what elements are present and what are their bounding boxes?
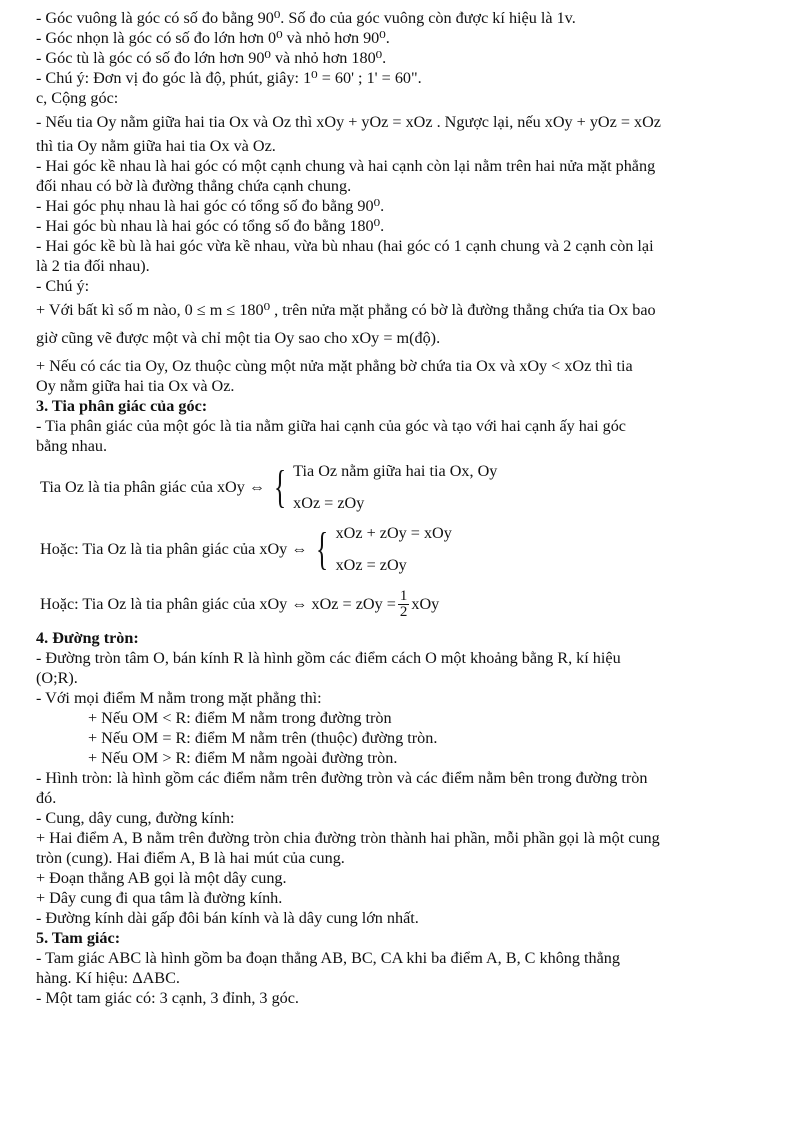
linear-pair-definition: - Hai góc kề bù là hai góc vừa kề nhau, vừa bù nhau (hai góc có 1 cạnh chung và 2 cạnh còn lại: [36, 237, 654, 255]
bisector-formula-1: [40, 460, 764, 514]
circle-heading: 4. Đường tròn:: [36, 629, 139, 647]
triangle-definition-cont: hàng. Kí hiệu: ΔABC.: [36, 969, 180, 987]
note-1-cont: giờ cũng vẽ được một và chỉ một tia Oy sao cho xOy = m(độ).: [36, 329, 441, 347]
arc-definition: + Hai điểm A, B nằm trên đường tròn chia đường tròn thành hai phần, mỗi phần gọi là một cung: [36, 829, 660, 847]
angle-addition-heading: c, Cộng góc:: [36, 89, 119, 107]
obtuse-angle-definition: - Góc tù là góc có số đo lớn hơn 90⁰ và nhỏ hơn 180⁰.: [36, 49, 387, 67]
note-label: - Chú ý:: [36, 277, 90, 295]
arc-definition-cont: tròn (cung). Hai điểm A, B là hai mút của cung.: [36, 849, 345, 867]
bisector-formula-2: [40, 522, 764, 576]
complementary-angles-definition: - Hai góc phụ nhau là hai góc có tổng số đo bằng 90⁰.: [36, 197, 385, 215]
fraction-numerator: 1: [399, 587, 408, 604]
point-on: + Nếu OM = R: điểm M nằm trên (thuộc) đường tròn.: [88, 729, 438, 747]
bisector-heading: 3. Tia phân giác của góc:: [36, 397, 208, 415]
note-1: + Với bất kì số m nào, 0 ≤ m ≤ 180⁰ , trên nửa mặt phẳng có bờ là đường thẳng chứa tia Ox bao: [36, 301, 656, 319]
bisector-definition-cont: bằng nhau.: [36, 437, 108, 455]
triangle-definition: - Tam giác ABC là hình gồm ba đoạn thẳng AB, BC, CA khi ba điểm A, B, C không thẳng: [36, 949, 620, 967]
left-brace: {: [274, 461, 287, 512]
angle-units-note: - Chú ý: Đơn vị đo góc là độ, phút, giây: 1⁰ = 60' ; 1' = 60".: [36, 69, 422, 87]
formula-1-line-1: Tia Oz nằm giữa hai tia Ox, Oy: [293, 462, 498, 480]
linear-pair-definition-cont: là 2 tia đối nhau).: [36, 257, 150, 275]
diameter-note: - Đường kính dài gấp đôi bán kính và là dây cung lớn nhất.: [36, 909, 419, 927]
bisector-definition: - Tia phân giác của một góc là tia nằm giữa hai cạnh của góc và tạo với hai cạnh ấy hai góc: [36, 417, 626, 435]
note-2-cont: Oy nằm giữa hai tia Ox và Oz.: [36, 377, 235, 395]
fraction-denominator: 2: [399, 603, 408, 620]
formula-2-line-1: xOz + zOy = xOy: [335, 524, 452, 542]
point-inside: + Nếu OM < R: điểm M nằm trong đường tròn: [88, 709, 392, 727]
formula-2-line-2: xOz = zOy: [335, 556, 407, 574]
note-2: + Nếu có các tia Oy, Oz thuộc cùng một nửa mặt phẳng bờ chứa tia Ox và xOy < xOz thì tia: [36, 357, 633, 375]
disk-definition-cont: đó.: [36, 789, 57, 807]
angle-addition-rule-cont: thì tia Oy nằm giữa hai tia Ox và Oz.: [36, 137, 276, 155]
adjacent-angles-definition: - Hai góc kề nhau là hai góc có một cạnh chung và hai cạnh còn lại nằm trên hai nửa mặt phẳng: [36, 157, 656, 175]
formula-3-right: xOy: [411, 595, 440, 613]
diameter-definition: + Dây cung đi qua tâm là đường kính.: [36, 889, 283, 907]
chord-definition: + Đoạn thẳng AB gọi là một dây cung.: [36, 869, 287, 887]
document-page: [36, 8, 764, 1008]
point-outside: + Nếu OM > R: điểm M nằm ngoài đường tròn.: [88, 749, 398, 767]
bisector-formula-3: [40, 584, 764, 624]
triangle-heading: 5. Tam giác:: [36, 929, 121, 947]
points-intro: - Với mọi điểm M nằm trong mặt phẳng thì:: [36, 689, 322, 707]
triangle-properties: - Một tam giác có: 3 cạnh, 3 đỉnh, 3 góc.: [36, 989, 299, 1007]
acute-angle-definition: - Góc nhọn là góc có số đo lớn hơn 0⁰ và nhỏ hơn 90⁰.: [36, 29, 390, 47]
supplementary-angles-definition: - Hai góc bù nhau là hai góc có tổng số đo bằng 180⁰.: [36, 217, 385, 235]
formula-2-left: Hoặc: Tia Oz là tia phân giác của xOy ⇔: [40, 540, 308, 558]
formula-2-system: [336, 522, 452, 576]
disk-definition: - Hình tròn: là hình gồm các điểm nằm trên đường tròn và các điểm nằm bên trong đường tròn: [36, 769, 648, 787]
arc-intro: - Cung, dây cung, đường kính:: [36, 809, 235, 827]
formula-1-line-2: xOz = zOy: [293, 494, 365, 512]
circle-definition: - Đường tròn tâm O, bán kính R là hình gồm các điểm cách O một khoảng bằng R, kí hiệu: [36, 649, 621, 667]
formula-3-left: Hoặc: Tia Oz là tia phân giác của xOy ⇔ xOz = zOy =: [40, 595, 396, 613]
angle-addition-rule: - Nếu tia Oy nằm giữa hai tia Ox và Oz thì xOy + yOz = xOz . Ngược lại, nếu xOy + yOz = xOz: [36, 113, 661, 131]
left-brace: {: [316, 523, 329, 574]
right-angle-definition: - Góc vuông là góc có số đo bằng 90⁰. Số đo của góc vuông còn được kí hiệu là 1v.: [36, 9, 576, 27]
formula-1-left: Tia Oz là tia phân giác của xOy ⇔: [40, 478, 266, 496]
circle-definition-cont: (O;R).: [36, 669, 78, 687]
adjacent-angles-definition-cont: đối nhau có bờ là đường thẳng chứa cạnh chung.: [36, 177, 352, 195]
one-half-fraction: [398, 589, 410, 620]
formula-1-system: [293, 460, 497, 514]
